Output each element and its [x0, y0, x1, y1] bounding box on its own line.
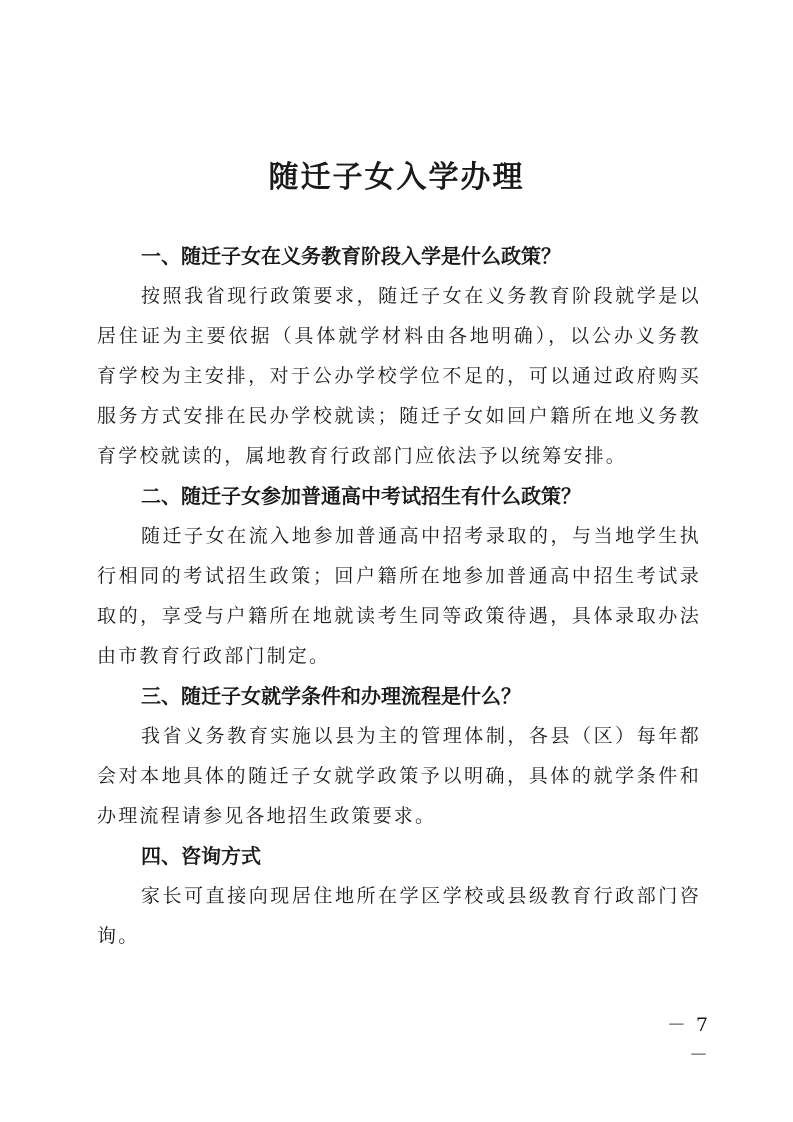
section-heading: 四、咨询方式 [141, 844, 261, 868]
section-paragraph: 家长可直接向现居住地所在学区学校或县级教育行政部门咨询。 [97, 885, 701, 947]
section-consultation [97, 836, 701, 956]
section-heading: 三、随迁子女就学条件和办理流程是什么？ [141, 684, 521, 708]
page-number: － 7 － [666, 1014, 710, 1066]
document-body [97, 236, 701, 956]
page-title: 随迁子女入学办理 [268, 160, 525, 195]
section-paragraph: 我省义务教育实施以县为主的管理体制，各县（区）每年都会对本地具体的随迁子女就学政策予以明确，具体的就学条件和办理流程请参见各地招生政策要求。 [97, 725, 701, 827]
section-admission-policy [97, 236, 701, 476]
section-heading: 二、随迁子女参加普通高中考试招生有什么政策？ [141, 484, 581, 508]
section-conditions-process [97, 676, 701, 836]
section-paragraph: 按照我省现行政策要求，随迁子女在义务教育阶段就学是以居住证为主要依据（具体就学材料由各地明确），以公办义务教育学校为主安排，对于公办学校学位不足的，可以通过政府购买服务方式安排在民办学校就读；随迁子女如回户籍所在地义务教育学校就读的，属地教育行政部门应依法予以统筹安排。 [97, 285, 701, 467]
section-heading: 一、随迁子女在义务教育阶段入学是什么政策？ [141, 244, 561, 268]
section-paragraph: 随迁子女在流入地参加普通高中招考录取的，与当地学生执行相同的考试招生政策；回户籍所在地参加普通高中招生考试录取的，享受与户籍所在地就读考生同等政策待遇，具体录取办法由市教育行政部门制定。 [97, 525, 701, 667]
section-high-school-policy [97, 476, 701, 676]
